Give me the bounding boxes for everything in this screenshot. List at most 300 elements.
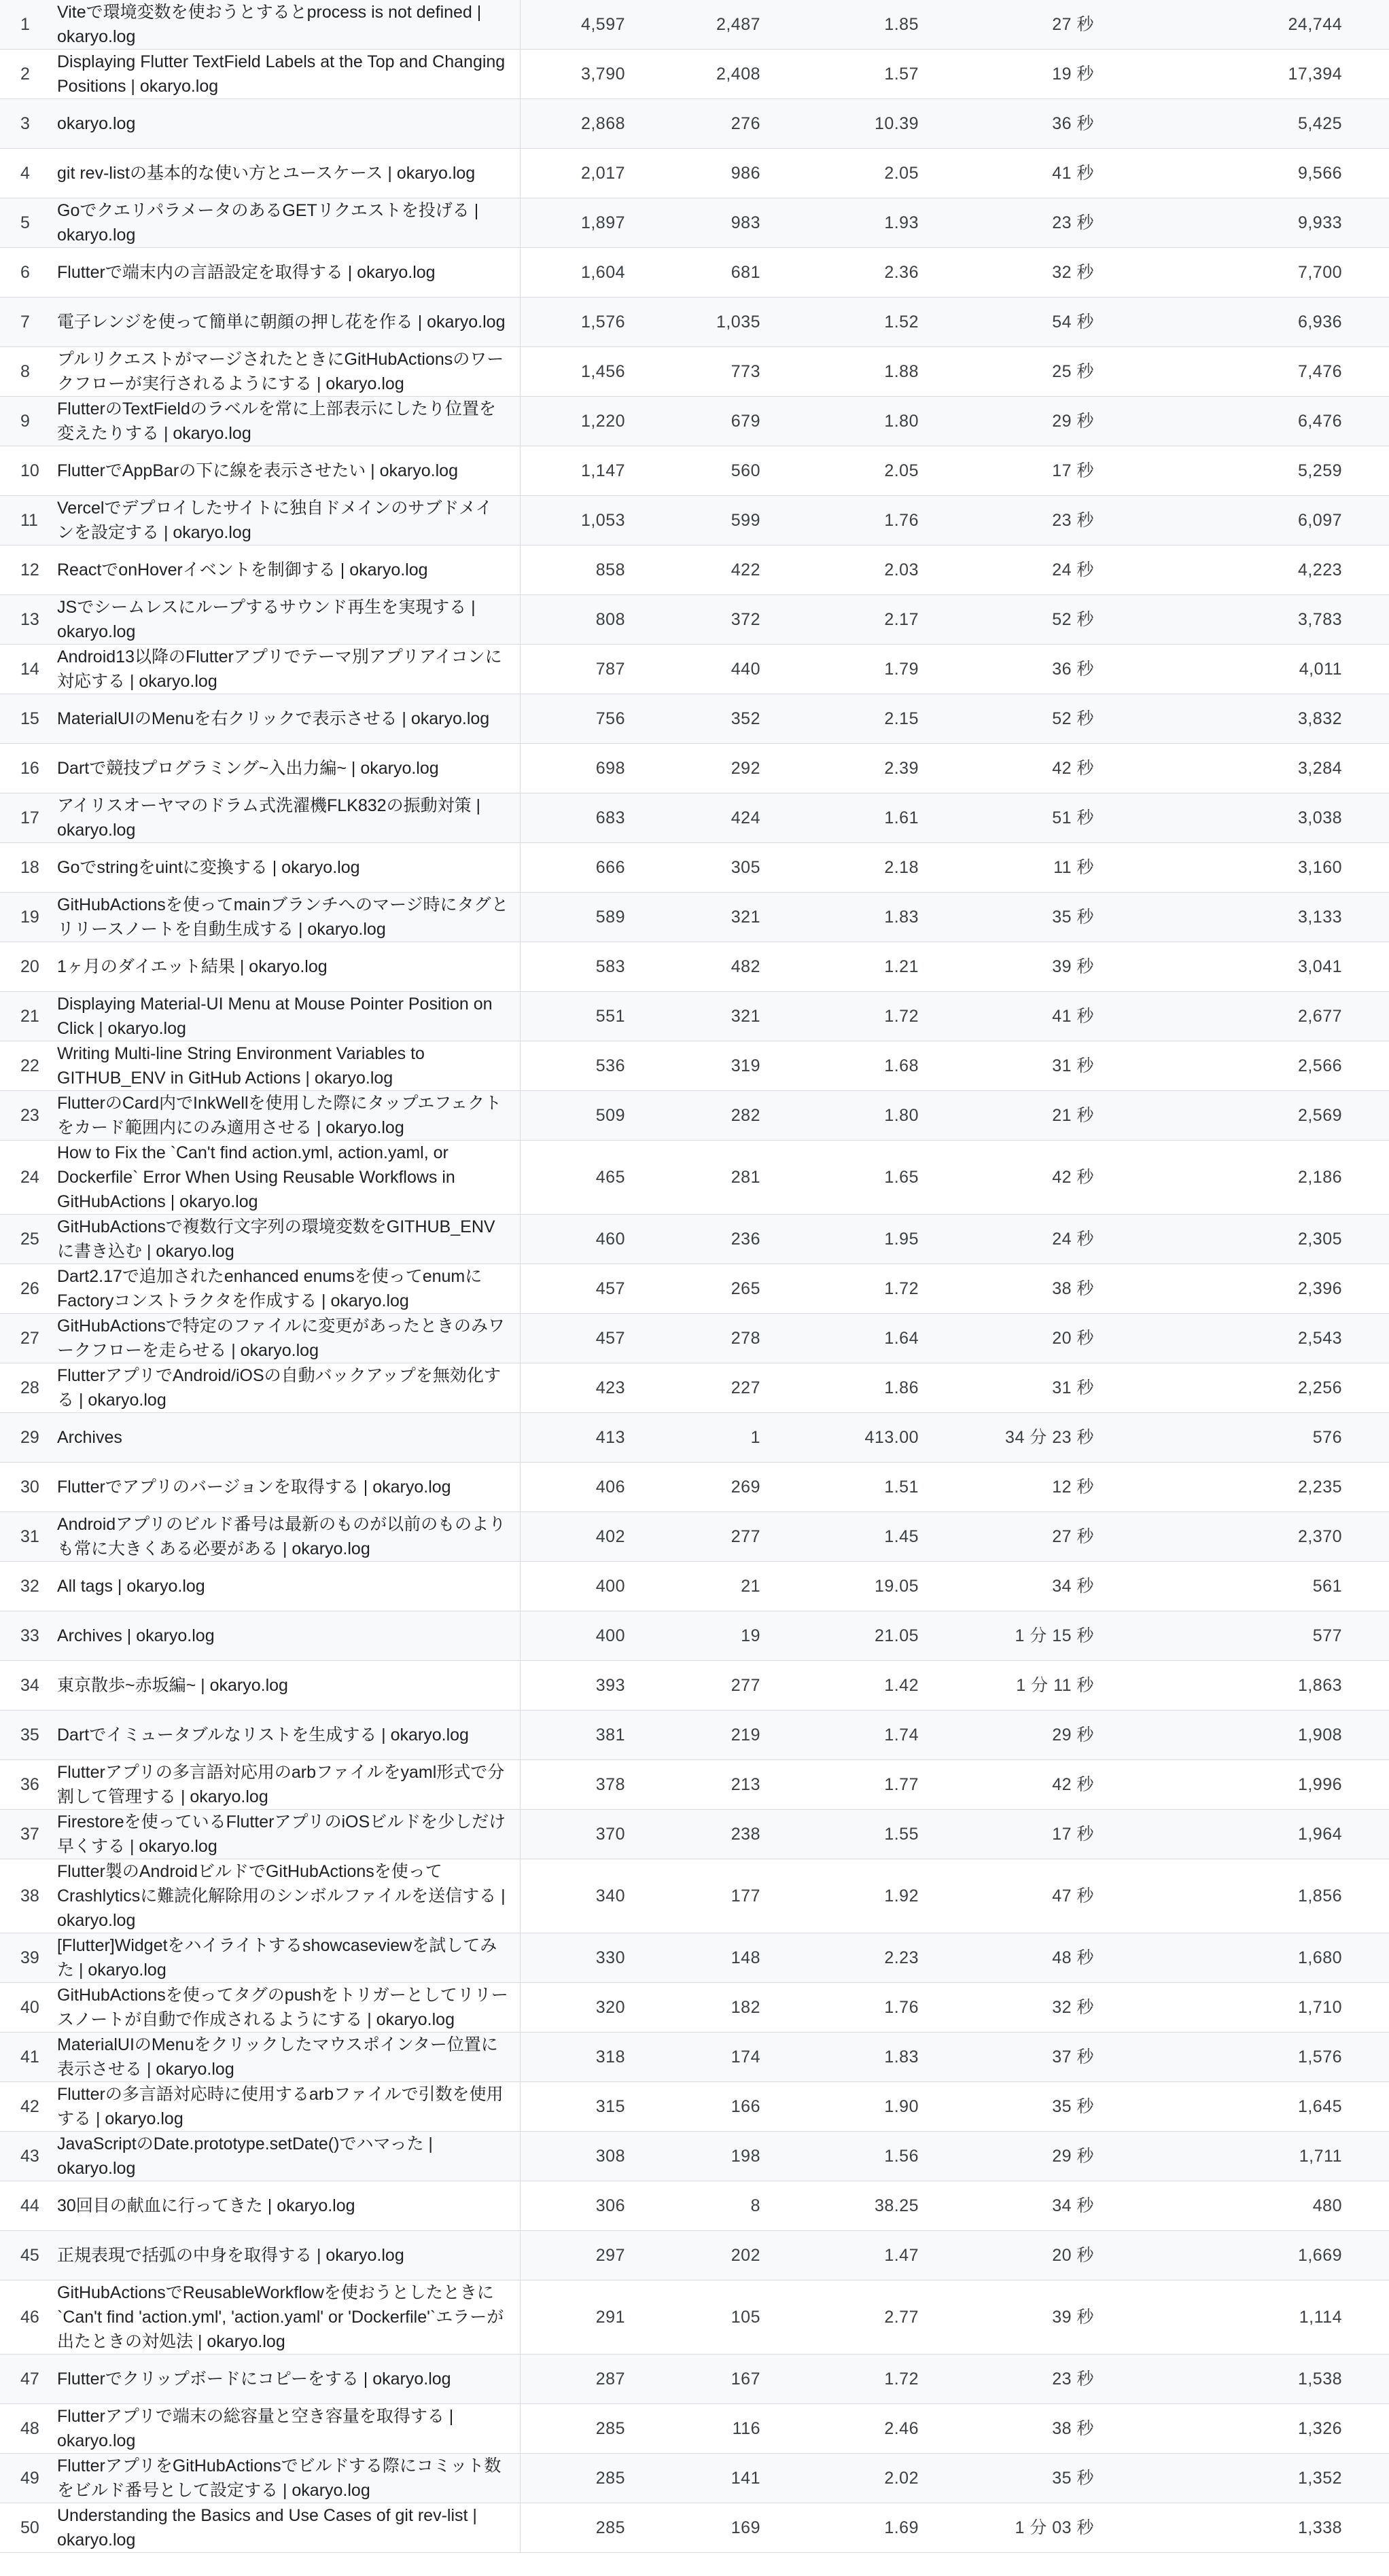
event-count-cell: 577 bbox=[1101, 1611, 1349, 1661]
event-count-cell: 1,669 bbox=[1101, 2231, 1349, 2280]
views-cell: 666 bbox=[520, 843, 632, 893]
page-title-cell[interactable]: ReactでonHoverイベントを制御する | okaryo.log bbox=[57, 545, 520, 595]
page-title-cell[interactable]: Flutterの多言語対応時に使用するarbファイルで引数を使用する | okaryo.log bbox=[57, 2082, 520, 2132]
avg-engagement-time-cell: 1 分 11 秒 bbox=[926, 1661, 1101, 1711]
row-rank: 8 bbox=[0, 347, 57, 397]
page-title-cell[interactable]: FlutterアプリをGitHubActionsでビルドする際にコミット数をビルド番号として設定する | okaryo.log bbox=[57, 2454, 520, 2503]
views-cell: 756 bbox=[520, 694, 632, 744]
event-count-cell: 2,569 bbox=[1101, 1091, 1349, 1141]
views-cell: 400 bbox=[520, 1611, 632, 1661]
row-filler bbox=[1349, 1041, 1389, 1091]
page-title-cell[interactable]: okaryo.log bbox=[57, 99, 520, 149]
users-cell: 372 bbox=[632, 595, 767, 645]
row-rank: 45 bbox=[0, 2231, 57, 2280]
views-cell: 1,147 bbox=[520, 446, 632, 496]
page-title-cell[interactable]: Archives | okaryo.log bbox=[57, 1611, 520, 1661]
views-cell: 698 bbox=[520, 744, 632, 793]
users-cell: 166 bbox=[632, 2082, 767, 2132]
row-filler bbox=[1349, 2355, 1389, 2404]
page-title-cell[interactable]: アイリスオーヤマのドラム式洗濯機FLK832の振動対策 | okaryo.log bbox=[57, 793, 520, 843]
table-row[interactable] bbox=[0, 1859, 1389, 1933]
page-title-cell[interactable]: Displaying Flutter TextField Labels at the Top and Changing Positions | okaryo.log bbox=[57, 50, 520, 99]
views-cell: 378 bbox=[520, 1760, 632, 1810]
views-cell: 315 bbox=[520, 2082, 632, 2132]
event-count-cell: 1,964 bbox=[1101, 1810, 1349, 1859]
users-cell: 169 bbox=[632, 2503, 767, 2553]
row-rank: 4 bbox=[0, 149, 57, 198]
avg-engagement-time-cell: 23 秒 bbox=[926, 198, 1101, 248]
table-row[interactable] bbox=[0, 1512, 1389, 1562]
views-cell: 370 bbox=[520, 1810, 632, 1859]
table-row[interactable] bbox=[0, 2503, 1389, 2553]
table-row[interactable] bbox=[0, 645, 1389, 694]
views-cell: 536 bbox=[520, 1041, 632, 1091]
page-title-cell[interactable]: Writing Multi-line String Environment Variables to GITHUB_ENV in GitHub Actions | okaryo.log bbox=[57, 1041, 520, 1091]
row-filler bbox=[1349, 1264, 1389, 1314]
users-cell: 440 bbox=[632, 645, 767, 694]
page-title-cell[interactable]: Dartでイミュータブルなリストを生成する | okaryo.log bbox=[57, 1711, 520, 1760]
avg-engagement-time-cell: 34 秒 bbox=[926, 2181, 1101, 2231]
row-rank: 7 bbox=[0, 298, 57, 347]
event-count-cell: 1,645 bbox=[1101, 2082, 1349, 2132]
event-count-cell: 2,305 bbox=[1101, 1215, 1349, 1264]
table-row[interactable] bbox=[0, 0, 1389, 50]
page-title-cell[interactable]: GoでクエリパラメータのあるGETリクエストを投げる | okaryo.log bbox=[57, 198, 520, 248]
table-row[interactable] bbox=[0, 1463, 1389, 1512]
row-filler bbox=[1349, 1512, 1389, 1562]
views-cell: 285 bbox=[520, 2503, 632, 2553]
views-cell: 509 bbox=[520, 1091, 632, 1141]
table-row[interactable] bbox=[0, 1264, 1389, 1314]
avg-engagement-time-cell: 54 秒 bbox=[926, 298, 1101, 347]
row-rank: 10 bbox=[0, 446, 57, 496]
avg-engagement-time-cell: 48 秒 bbox=[926, 1933, 1101, 1983]
views-cell: 1,053 bbox=[520, 496, 632, 545]
page-title-cell[interactable]: JavaScriptのDate.prototype.setDate()でハマった | okaryo.log bbox=[57, 2132, 520, 2181]
views-cell: 2,868 bbox=[520, 99, 632, 149]
row-rank: 26 bbox=[0, 1264, 57, 1314]
row-rank: 48 bbox=[0, 2404, 57, 2454]
avg-engagement-time-cell: 52 秒 bbox=[926, 595, 1101, 645]
users-cell: 681 bbox=[632, 248, 767, 298]
table-row[interactable] bbox=[0, 2231, 1389, 2280]
users-cell: 2,408 bbox=[632, 50, 767, 99]
table-row[interactable] bbox=[0, 1611, 1389, 1661]
table-row[interactable] bbox=[0, 1215, 1389, 1264]
page-title-cell[interactable]: Flutter製のAndroidビルドでGitHubActionsを使ってCrashlyticsに難読化解除用のシンボルファイルを送信する | okaryo.log bbox=[57, 1859, 520, 1933]
table-row[interactable] bbox=[0, 1041, 1389, 1091]
views-per-user-cell: 2.15 bbox=[767, 694, 926, 744]
event-count-cell: 2,543 bbox=[1101, 1314, 1349, 1363]
table-row[interactable] bbox=[0, 1562, 1389, 1611]
page-title-cell[interactable]: All tags | okaryo.log bbox=[57, 1562, 520, 1611]
table-row[interactable] bbox=[0, 793, 1389, 843]
row-filler bbox=[1349, 50, 1389, 99]
avg-engagement-time-cell: 42 秒 bbox=[926, 744, 1101, 793]
views-per-user-cell: 1.68 bbox=[767, 1041, 926, 1091]
avg-engagement-time-cell: 31 秒 bbox=[926, 1041, 1101, 1091]
views-cell: 460 bbox=[520, 1215, 632, 1264]
page-title-cell[interactable]: FlutterのTextFieldのラベルを常に上部表示にしたり位置を変えたりする | okaryo.log bbox=[57, 397, 520, 446]
row-filler bbox=[1349, 2231, 1389, 2280]
users-cell: 679 bbox=[632, 397, 767, 446]
views-per-user-cell: 1.92 bbox=[767, 1859, 926, 1933]
table-row[interactable] bbox=[0, 446, 1389, 496]
users-cell: 482 bbox=[632, 942, 767, 992]
table-row[interactable] bbox=[0, 99, 1389, 149]
page-title-cell[interactable]: Dartで競技プログラミング~入出力編~ | okaryo.log bbox=[57, 744, 520, 793]
table-row[interactable] bbox=[0, 347, 1389, 397]
avg-engagement-time-cell: 32 秒 bbox=[926, 248, 1101, 298]
users-cell: 277 bbox=[632, 1661, 767, 1711]
page-title-cell[interactable]: Dart2.17で追加されたenhanced enumsを使ってenumにFactoryコンストラクタを作成する | okaryo.log bbox=[57, 1264, 520, 1314]
table-row[interactable] bbox=[0, 744, 1389, 793]
page-title-cell[interactable]: Vercelでデプロイしたサイトに独自ドメインのサブドメインを設定する | okaryo.log bbox=[57, 496, 520, 545]
avg-engagement-time-cell: 20 秒 bbox=[926, 1314, 1101, 1363]
table-row[interactable] bbox=[0, 1810, 1389, 1859]
users-cell: 265 bbox=[632, 1264, 767, 1314]
row-rank: 19 bbox=[0, 893, 57, 942]
views-per-user-cell: 1.61 bbox=[767, 793, 926, 843]
page-title-cell[interactable]: 電子レンジを使って簡単に朝顔の押し花を作る | okaryo.log bbox=[57, 298, 520, 347]
page-title-cell[interactable]: [Flutter]Widgetをハイライトするshowcaseviewを試してみた | okaryo.log bbox=[57, 1933, 520, 1983]
row-filler bbox=[1349, 1760, 1389, 1810]
event-count-cell: 5,259 bbox=[1101, 446, 1349, 496]
users-cell: 277 bbox=[632, 1512, 767, 1562]
event-count-cell: 1,856 bbox=[1101, 1859, 1349, 1933]
table-row[interactable] bbox=[0, 496, 1389, 545]
table-row[interactable] bbox=[0, 2404, 1389, 2454]
page-title-cell[interactable]: Goでstringをuintに変換する | okaryo.log bbox=[57, 843, 520, 893]
row-rank: 6 bbox=[0, 248, 57, 298]
row-rank: 17 bbox=[0, 793, 57, 843]
avg-engagement-time-cell: 39 秒 bbox=[926, 942, 1101, 992]
views-per-user-cell: 2.46 bbox=[767, 2404, 926, 2454]
row-rank: 9 bbox=[0, 397, 57, 446]
views-cell: 589 bbox=[520, 893, 632, 942]
avg-engagement-time-cell: 31 秒 bbox=[926, 1363, 1101, 1413]
avg-engagement-time-cell: 42 秒 bbox=[926, 1760, 1101, 1810]
event-count-cell: 2,256 bbox=[1101, 1363, 1349, 1413]
views-per-user-cell: 1.83 bbox=[767, 893, 926, 942]
event-count-cell: 9,566 bbox=[1101, 149, 1349, 198]
table-row[interactable] bbox=[0, 893, 1389, 942]
avg-engagement-time-cell: 35 秒 bbox=[926, 893, 1101, 942]
row-filler bbox=[1349, 1711, 1389, 1760]
event-count-cell: 1,680 bbox=[1101, 1933, 1349, 1983]
row-filler bbox=[1349, 893, 1389, 942]
event-count-cell: 3,041 bbox=[1101, 942, 1349, 992]
event-count-cell: 2,566 bbox=[1101, 1041, 1349, 1091]
page-title-cell[interactable]: Viteで環境変数を使おうとするとprocess is not defined | okaryo.log bbox=[57, 0, 520, 50]
table-row[interactable] bbox=[0, 992, 1389, 1041]
page-title-cell[interactable]: MaterialUIのMenuをクリックしたマウスポインター位置に表示させる | okaryo.log bbox=[57, 2033, 520, 2082]
users-cell: 773 bbox=[632, 347, 767, 397]
views-cell: 400 bbox=[520, 1562, 632, 1611]
row-rank: 46 bbox=[0, 2280, 57, 2355]
page-title-cell[interactable]: Androidアプリのビルド番号は最新のものが以前のものよりも常に大きくある必要がある | okaryo.log bbox=[57, 1512, 520, 1562]
event-count-cell: 6,476 bbox=[1101, 397, 1349, 446]
users-cell: 1 bbox=[632, 1413, 767, 1463]
avg-engagement-time-cell: 23 秒 bbox=[926, 2355, 1101, 2404]
page-title-cell[interactable]: FlutterアプリでAndroid/iOSの自動バックアップを無効化する | okaryo.log bbox=[57, 1363, 520, 1413]
views-per-user-cell: 2.18 bbox=[767, 843, 926, 893]
avg-engagement-time-cell: 24 秒 bbox=[926, 1215, 1101, 1264]
users-cell: 105 bbox=[632, 2280, 767, 2355]
views-per-user-cell: 2.36 bbox=[767, 248, 926, 298]
page-title-cell[interactable]: 1ヶ月のダイエット結果 | okaryo.log bbox=[57, 942, 520, 992]
table-row[interactable] bbox=[0, 1091, 1389, 1141]
row-filler bbox=[1349, 744, 1389, 793]
page-title-cell[interactable]: GitHubActionsで特定のファイルに変更があったときのみワークフローを走らせる | okaryo.log bbox=[57, 1314, 520, 1363]
row-rank: 34 bbox=[0, 1661, 57, 1711]
avg-engagement-time-cell: 1 分 03 秒 bbox=[926, 2503, 1101, 2553]
views-cell: 457 bbox=[520, 1314, 632, 1363]
event-count-cell: 3,160 bbox=[1101, 843, 1349, 893]
row-rank: 29 bbox=[0, 1413, 57, 1463]
views-per-user-cell: 1.64 bbox=[767, 1314, 926, 1363]
users-cell: 282 bbox=[632, 1091, 767, 1141]
table-row[interactable] bbox=[0, 2082, 1389, 2132]
table-row[interactable] bbox=[0, 2280, 1389, 2355]
views-per-user-cell: 1.52 bbox=[767, 298, 926, 347]
row-rank: 16 bbox=[0, 744, 57, 793]
table-row[interactable] bbox=[0, 1314, 1389, 1363]
page-title-cell[interactable]: MaterialUIのMenuを右クリックで表示させる | okaryo.log bbox=[57, 694, 520, 744]
views-per-user-cell: 1.45 bbox=[767, 1512, 926, 1562]
page-title-cell[interactable]: Flutterアプリの多言語対応用のarbファイルをyaml形式で分割して管理する | okaryo.log bbox=[57, 1760, 520, 1810]
page-title-cell[interactable]: Flutterアプリで端末の総容量と空き容量を取得する | okaryo.log bbox=[57, 2404, 520, 2454]
event-count-cell: 2,235 bbox=[1101, 1463, 1349, 1512]
event-count-cell: 576 bbox=[1101, 1413, 1349, 1463]
page-title-cell[interactable]: 30回目の献血に行ってきた | okaryo.log bbox=[57, 2181, 520, 2231]
users-cell: 269 bbox=[632, 1463, 767, 1512]
event-count-cell: 2,186 bbox=[1101, 1141, 1349, 1215]
table-row[interactable] bbox=[0, 248, 1389, 298]
views-per-user-cell: 1.65 bbox=[767, 1141, 926, 1215]
table-row[interactable] bbox=[0, 2132, 1389, 2181]
views-per-user-cell: 1.90 bbox=[767, 2082, 926, 2132]
views-per-user-cell: 2.17 bbox=[767, 595, 926, 645]
event-count-cell: 1,863 bbox=[1101, 1661, 1349, 1711]
table-row[interactable] bbox=[0, 545, 1389, 595]
users-cell: 1,035 bbox=[632, 298, 767, 347]
users-cell: 116 bbox=[632, 2404, 767, 2454]
page-title-cell[interactable]: Displaying Material-UI Menu at Mouse Pointer Position on Click | okaryo.log bbox=[57, 992, 520, 1041]
row-filler bbox=[1349, 198, 1389, 248]
table-row[interactable] bbox=[0, 2033, 1389, 2082]
avg-engagement-time-cell: 34 秒 bbox=[926, 1562, 1101, 1611]
views-per-user-cell: 1.47 bbox=[767, 2231, 926, 2280]
page-title-cell[interactable]: FlutterのCard内でInkWellを使用した際にタップエフェクトをカード範囲内にのみ適用させる | okaryo.log bbox=[57, 1091, 520, 1141]
users-cell: 238 bbox=[632, 1810, 767, 1859]
views-cell: 340 bbox=[520, 1859, 632, 1933]
page-title-cell[interactable]: Flutterでクリップボードにコピーをする | okaryo.log bbox=[57, 2355, 520, 2404]
table-row[interactable] bbox=[0, 1983, 1389, 2033]
views-per-user-cell: 2.23 bbox=[767, 1933, 926, 1983]
page-title-cell[interactable]: Archives bbox=[57, 1413, 520, 1463]
page-title-cell[interactable]: Android13以降のFlutterアプリでテーマ別アプリアイコンに対応する | okaryo.log bbox=[57, 645, 520, 694]
page-title-cell[interactable]: FlutterでAppBarの下に線を表示させたい | okaryo.log bbox=[57, 446, 520, 496]
row-filler bbox=[1349, 1091, 1389, 1141]
row-filler bbox=[1349, 1810, 1389, 1859]
row-rank: 36 bbox=[0, 1760, 57, 1810]
table-row[interactable] bbox=[0, 1760, 1389, 1810]
avg-engagement-time-cell: 27 秒 bbox=[926, 0, 1101, 50]
event-count-cell: 4,011 bbox=[1101, 645, 1349, 694]
views-per-user-cell: 1.69 bbox=[767, 2503, 926, 2553]
views-per-user-cell: 1.57 bbox=[767, 50, 926, 99]
table-row[interactable] bbox=[0, 397, 1389, 446]
avg-engagement-time-cell: 52 秒 bbox=[926, 694, 1101, 744]
views-cell: 285 bbox=[520, 2454, 632, 2503]
users-cell: 177 bbox=[632, 1859, 767, 1933]
event-count-cell: 1,352 bbox=[1101, 2454, 1349, 2503]
users-cell: 198 bbox=[632, 2132, 767, 2181]
views-cell: 306 bbox=[520, 2181, 632, 2231]
page-title-cell[interactable]: Firestoreを使っているFlutterアプリのiOSビルドを少しだけ早くする | okaryo.log bbox=[57, 1810, 520, 1859]
table-row[interactable] bbox=[0, 298, 1389, 347]
table-row[interactable] bbox=[0, 2181, 1389, 2231]
table-row[interactable] bbox=[0, 149, 1389, 198]
row-filler bbox=[1349, 496, 1389, 545]
views-cell: 465 bbox=[520, 1141, 632, 1215]
views-per-user-cell: 1.80 bbox=[767, 397, 926, 446]
views-per-user-cell: 2.05 bbox=[767, 149, 926, 198]
event-count-cell: 1,710 bbox=[1101, 1983, 1349, 2033]
views-cell: 3,790 bbox=[520, 50, 632, 99]
page-title-cell[interactable]: プルリクエストがマージされたときにGitHubActionsのワークフローが実行されるようにする | okaryo.log bbox=[57, 347, 520, 397]
table-row[interactable] bbox=[0, 1711, 1389, 1760]
page-title-cell[interactable]: Flutterでアプリのバージョンを取得する | okaryo.log bbox=[57, 1463, 520, 1512]
views-per-user-cell: 1.95 bbox=[767, 1215, 926, 1264]
views-per-user-cell: 10.39 bbox=[767, 99, 926, 149]
avg-engagement-time-cell: 38 秒 bbox=[926, 2404, 1101, 2454]
row-filler bbox=[1349, 1611, 1389, 1661]
views-cell: 858 bbox=[520, 545, 632, 595]
avg-engagement-time-cell: 17 秒 bbox=[926, 446, 1101, 496]
page-title-cell[interactable]: 正規表現で括弧の中身を取得する | okaryo.log bbox=[57, 2231, 520, 2280]
users-cell: 983 bbox=[632, 198, 767, 248]
table-row[interactable] bbox=[0, 1413, 1389, 1463]
event-count-cell: 1,576 bbox=[1101, 2033, 1349, 2082]
views-cell: 583 bbox=[520, 942, 632, 992]
table-row[interactable] bbox=[0, 1661, 1389, 1711]
table-row[interactable] bbox=[0, 942, 1389, 992]
views-cell: 787 bbox=[520, 645, 632, 694]
row-filler bbox=[1349, 595, 1389, 645]
table-row[interactable] bbox=[0, 198, 1389, 248]
avg-engagement-time-cell: 29 秒 bbox=[926, 2132, 1101, 2181]
views-per-user-cell: 413.00 bbox=[767, 1413, 926, 1463]
views-per-user-cell: 1.42 bbox=[767, 1661, 926, 1711]
table-row[interactable] bbox=[0, 1141, 1389, 1215]
row-rank: 42 bbox=[0, 2082, 57, 2132]
views-per-user-cell: 1.56 bbox=[767, 2132, 926, 2181]
views-cell: 287 bbox=[520, 2355, 632, 2404]
avg-engagement-time-cell: 29 秒 bbox=[926, 1711, 1101, 1760]
row-filler bbox=[1349, 793, 1389, 843]
page-title-cell[interactable]: 東京散歩~赤坂編~ | okaryo.log bbox=[57, 1661, 520, 1711]
row-filler bbox=[1349, 347, 1389, 397]
row-filler bbox=[1349, 446, 1389, 496]
users-cell: 19 bbox=[632, 1611, 767, 1661]
row-filler bbox=[1349, 645, 1389, 694]
page-title-cell[interactable]: git rev-listの基本的な使い方とユースケース | okaryo.log bbox=[57, 149, 520, 198]
users-cell: 292 bbox=[632, 744, 767, 793]
views-cell: 393 bbox=[520, 1661, 632, 1711]
views-per-user-cell: 1.77 bbox=[767, 1760, 926, 1810]
row-filler bbox=[1349, 2181, 1389, 2231]
avg-engagement-time-cell: 32 秒 bbox=[926, 1983, 1101, 2033]
avg-engagement-time-cell: 20 秒 bbox=[926, 2231, 1101, 2280]
views-per-user-cell: 1.79 bbox=[767, 645, 926, 694]
row-rank: 13 bbox=[0, 595, 57, 645]
row-rank: 49 bbox=[0, 2454, 57, 2503]
avg-engagement-time-cell: 1 分 15 秒 bbox=[926, 1611, 1101, 1661]
page-title-cell[interactable]: GitHubActionsでReusableWorkflowを使おうとしたときに`Can't find 'action.yml', 'action.yaml' or 'Dockerfile'`エラーが出たときの対処法 | okaryo.log bbox=[57, 2280, 520, 2355]
table-row[interactable] bbox=[0, 1933, 1389, 1983]
row-rank: 14 bbox=[0, 645, 57, 694]
row-filler bbox=[1349, 2033, 1389, 2082]
page-title-cell[interactable]: Flutterで端末内の言語設定を取得する | okaryo.log bbox=[57, 248, 520, 298]
table-row[interactable] bbox=[0, 694, 1389, 744]
views-cell: 551 bbox=[520, 992, 632, 1041]
event-count-cell: 24,744 bbox=[1101, 0, 1349, 50]
event-count-cell: 1,326 bbox=[1101, 2404, 1349, 2454]
table-row[interactable] bbox=[0, 843, 1389, 893]
row-filler bbox=[1349, 1314, 1389, 1363]
avg-engagement-time-cell: 36 秒 bbox=[926, 645, 1101, 694]
event-count-cell: 4,223 bbox=[1101, 545, 1349, 595]
views-per-user-cell: 2.05 bbox=[767, 446, 926, 496]
table-row[interactable] bbox=[0, 50, 1389, 99]
users-cell: 422 bbox=[632, 545, 767, 595]
views-per-user-cell: 1.72 bbox=[767, 1264, 926, 1314]
row-rank: 1 bbox=[0, 0, 57, 50]
page-title-cell[interactable]: GitHubActionsを使ってタグのpushをトリガーとしてリリースノートが自動で作成されるようにする | okaryo.log bbox=[57, 1983, 520, 2033]
avg-engagement-time-cell: 41 秒 bbox=[926, 149, 1101, 198]
views-cell: 318 bbox=[520, 2033, 632, 2082]
row-filler bbox=[1349, 149, 1389, 198]
row-rank: 47 bbox=[0, 2355, 57, 2404]
views-cell: 402 bbox=[520, 1512, 632, 1562]
views-cell: 320 bbox=[520, 1983, 632, 2033]
table-row[interactable] bbox=[0, 1363, 1389, 1413]
page-title-cell[interactable]: GitHubActionsを使ってmainブランチへのマージ時にタグとリリースノートを自動生成する | okaryo.log bbox=[57, 893, 520, 942]
users-cell: 219 bbox=[632, 1711, 767, 1760]
page-title-cell[interactable]: How to Fix the `Can't find action.yml, action.yaml, or Dockerfile` Error When Using Reusable Workflows in GitHubActions | okaryo.log bbox=[57, 1141, 520, 1215]
table-row[interactable] bbox=[0, 2454, 1389, 2503]
row-rank: 2 bbox=[0, 50, 57, 99]
event-count-cell: 1,338 bbox=[1101, 2503, 1349, 2553]
row-filler bbox=[1349, 0, 1389, 50]
avg-engagement-time-cell: 29 秒 bbox=[926, 397, 1101, 446]
event-count-cell: 2,396 bbox=[1101, 1264, 1349, 1314]
page-title-cell[interactable]: Understanding the Basics and Use Cases of git rev-list | okaryo.log bbox=[57, 2503, 520, 2553]
avg-engagement-time-cell: 35 秒 bbox=[926, 2082, 1101, 2132]
page-title-cell[interactable]: JSでシームレスにループするサウンド再生を実現する | okaryo.log bbox=[57, 595, 520, 645]
event-count-cell: 3,133 bbox=[1101, 893, 1349, 942]
table-row[interactable] bbox=[0, 2355, 1389, 2404]
row-rank: 30 bbox=[0, 1463, 57, 1512]
table-row[interactable] bbox=[0, 595, 1389, 645]
row-rank: 23 bbox=[0, 1091, 57, 1141]
row-rank: 39 bbox=[0, 1933, 57, 1983]
avg-engagement-time-cell: 24 秒 bbox=[926, 545, 1101, 595]
page-title-cell[interactable]: GitHubActionsで複数行文字列の環境変数をGITHUB_ENVに書き込む | okaryo.log bbox=[57, 1215, 520, 1264]
avg-engagement-time-cell: 37 秒 bbox=[926, 2033, 1101, 2082]
